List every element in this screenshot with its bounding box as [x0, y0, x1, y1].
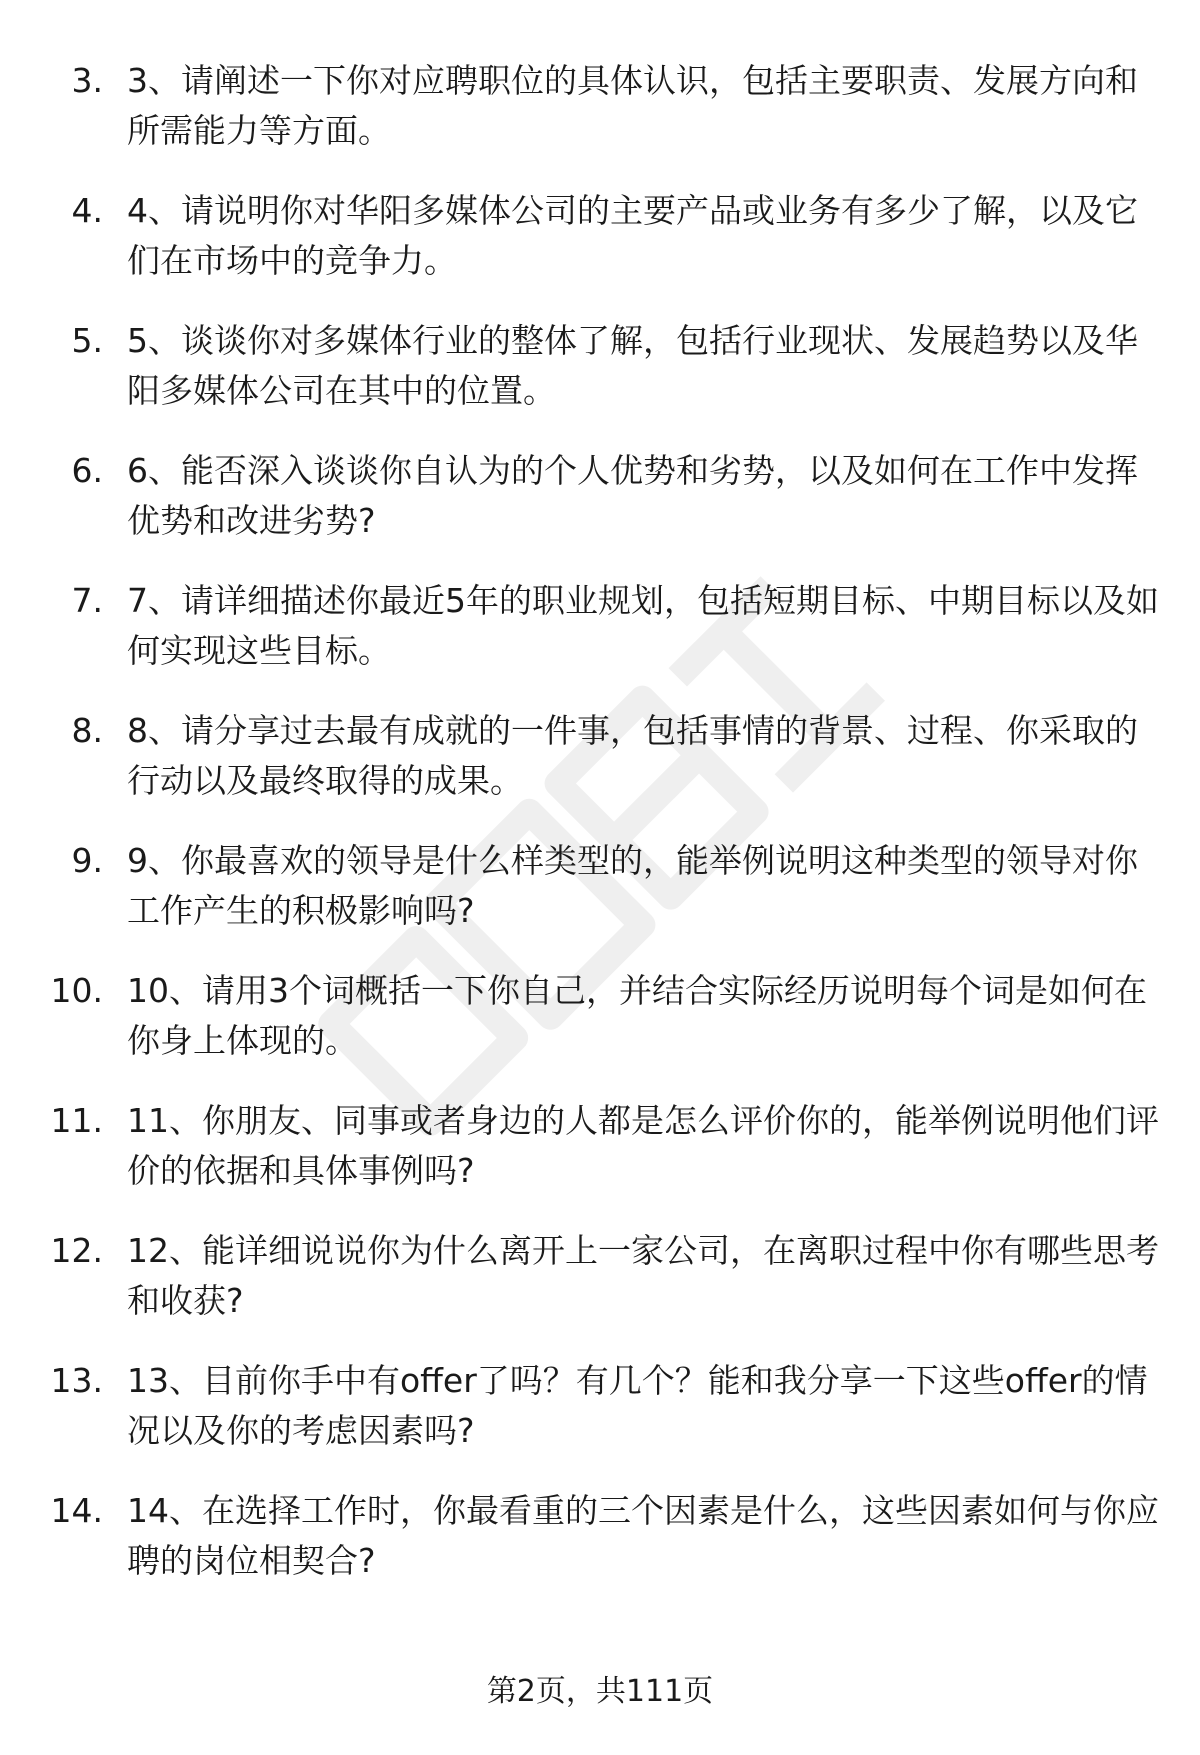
question-item — [0, 56, 1200, 186]
question-text: 9、你最喜欢的领导是什么样类型的，能举例说明这种类型的领导对你工作产生的积极影响吗? — [127, 841, 1138, 930]
question-text: 14、在选择工作时，你最看重的三个因素是什么，这些因素如何与你应聘的岗位相契合? — [127, 1491, 1159, 1580]
question-item — [0, 316, 1200, 446]
question-number: 6. — [71, 451, 103, 490]
question-text: 10、请用3个词概括一下你自己，并结合实际经历说明每个词是如何在你身上体现的。 — [127, 971, 1147, 1060]
question-text: 13、目前你手中有offer了吗？有几个？能和我分享一下这些offer的情况以及你的考虑因素吗? — [127, 1361, 1148, 1450]
page-footer: 第2页，共111页 — [486, 1674, 714, 1709]
question-number: 9. — [71, 841, 103, 880]
question-number: 13. — [50, 1361, 103, 1400]
question-list — [0, 56, 1200, 1616]
question-text: 3、请阐述一下你对应聘职位的具体认识，包括主要职责、发展方向和所需能力等方面。 — [127, 61, 1138, 150]
question-text: 6、能否深入谈谈你自认为的个人优势和劣势，以及如何在工作中发挥优势和改进劣势? — [127, 451, 1138, 540]
question-item — [0, 836, 1200, 966]
question-number: 11. — [50, 1101, 103, 1140]
question-number: 8. — [71, 711, 103, 750]
question-item — [0, 1096, 1200, 1226]
question-item — [0, 966, 1200, 1096]
question-item — [0, 1226, 1200, 1356]
question-item — [0, 186, 1200, 316]
question-number: 3. — [71, 61, 103, 100]
question-number: 14. — [50, 1491, 103, 1530]
question-text: 5、谈谈你对多媒体行业的整体了解，包括行业现状、发展趋势以及华阳多媒体公司在其中的位置。 — [127, 321, 1138, 410]
question-item — [0, 576, 1200, 706]
question-text: 8、请分享过去最有成就的一件事，包括事情的背景、过程、你采取的行动以及最终取得的成果。 — [127, 711, 1138, 800]
question-text: 4、请说明你对华阳多媒体公司的主要产品或业务有多少了解，以及它们在市场中的竞争力。 — [127, 191, 1138, 280]
question-number: 10. — [50, 971, 103, 1010]
question-text: 11、你朋友、同事或者身边的人都是怎么评价你的，能举例说明他们评价的依据和具体事例吗? — [127, 1101, 1159, 1190]
question-text: 12、能详细说说你为什么离开上一家公司，在离职过程中你有哪些思考和收获? — [127, 1231, 1159, 1320]
question-number: 5. — [71, 321, 103, 360]
question-text: 7、请详细描述你最近5年的职业规划，包括短期目标、中期目标以及如何实现这些目标。 — [127, 581, 1159, 670]
question-item — [0, 446, 1200, 576]
question-number: 4. — [71, 191, 103, 230]
question-number: 7. — [71, 581, 103, 620]
question-number: 12. — [50, 1231, 103, 1270]
question-item — [0, 1356, 1200, 1486]
question-item — [0, 706, 1200, 836]
question-item — [0, 1486, 1200, 1616]
